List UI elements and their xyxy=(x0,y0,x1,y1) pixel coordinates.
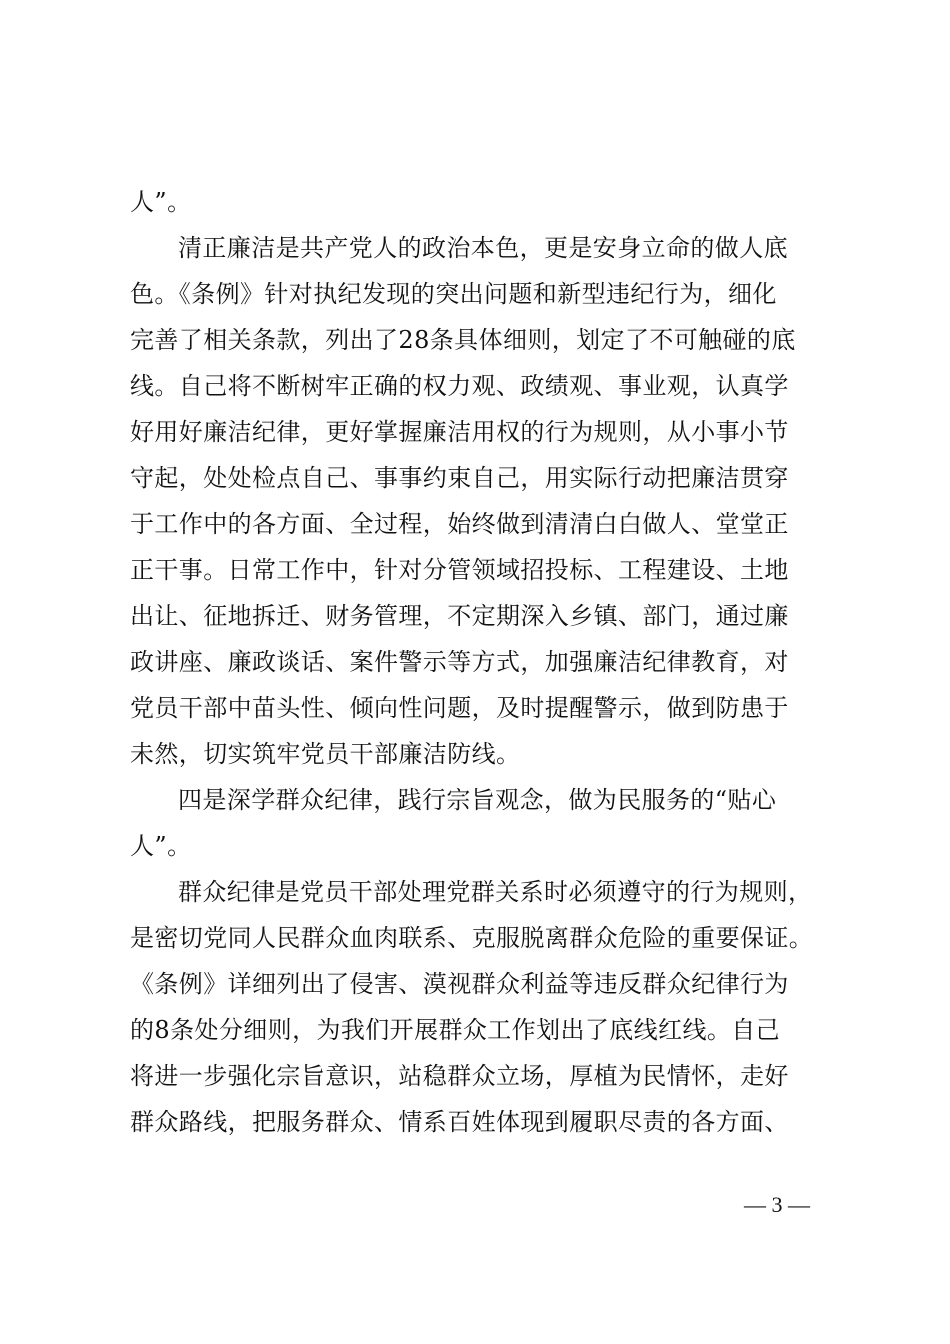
text-line: 线。自己将不断树牢正确的权力观、政绩观、事业观，认真学 xyxy=(130,372,789,400)
text-line: 完善了相关条款，列出了28条具体细则，划定了不可触碰的底 xyxy=(130,326,796,354)
text-line: 好用好廉洁纪律，更好掌握廉洁用权的行为规则，从小事小节 xyxy=(130,418,789,446)
section-heading-line: 四是深学群众纪律，践行宗旨观念，做为民服务的“贴心 xyxy=(178,786,777,814)
text-line: 党员干部中苗头性、倾向性问题，及时提醒警示，做到防患于 xyxy=(130,694,789,722)
section-heading-line: 人”。 xyxy=(130,832,192,860)
text-line: 《条例》详细列出了侵害、漠视群众利益等违反群众纪律行为 xyxy=(130,970,789,998)
text-line: 政讲座、廉政谈话、案件警示等方式，加强廉洁纪律教育，对 xyxy=(130,648,789,676)
text-line: 群众路线，把服务群众、情系百姓体现到履职尽责的各方面、 xyxy=(130,1108,789,1136)
text-line: 正干事。日常工作中，针对分管领域招投标、工程建设、土地 xyxy=(130,556,789,584)
text-line: 守起，处处检点自己、事事约束自己，用实际行动把廉洁贯穿 xyxy=(130,464,789,492)
text-line: 出让、征地拆迁、财务管理，不定期深入乡镇、部门，通过廉 xyxy=(130,602,789,630)
text-line: 色。《条例》针对执纪发现的突出问题和新型违纪行为，细化 xyxy=(130,280,777,308)
text-line: 的8条处分细则，为我们开展群众工作划出了底线红线。自己 xyxy=(130,1016,781,1044)
text-line: 于工作中的各方面、全过程，始终做到清清白白做人、堂堂正 xyxy=(130,510,789,538)
paragraph-start-line: 清正廉洁是共产党人的政治本色，更是安身立命的做人底 xyxy=(178,234,788,262)
page-number: — 3 — xyxy=(744,1192,810,1217)
paragraph-start-line: 群众纪律是党员干部处理党群关系时必须遵守的行为规则， xyxy=(178,878,813,906)
text-line: 将进一步强化宗旨意识，站稳群众立场，厚植为民情怀，走好 xyxy=(130,1062,789,1090)
text-line: 人”。 xyxy=(130,188,192,216)
text-line: 是密切党同人民群众血肉联系、克服脱离群众危险的重要保证。 xyxy=(130,924,814,952)
text-line: 未然，切实筑牢党员干部廉洁防线。 xyxy=(130,740,521,768)
